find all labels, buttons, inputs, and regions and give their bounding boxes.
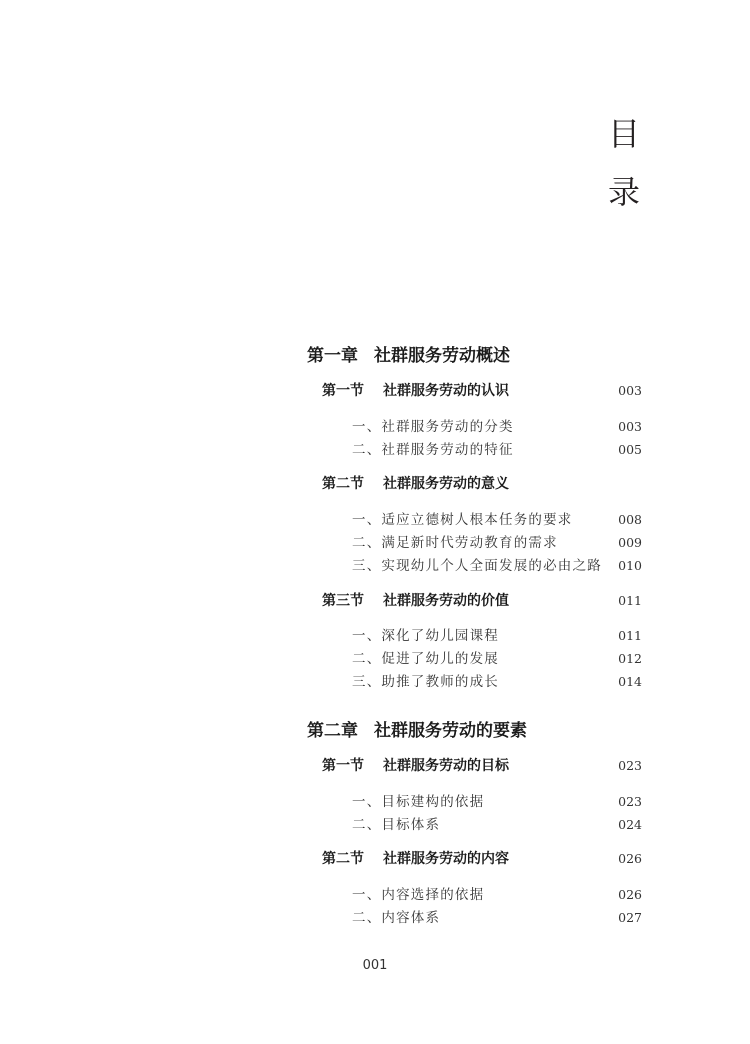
page-number: 011	[618, 628, 642, 643]
toc-item-title: 三、助推了教师的成长	[352, 674, 499, 690]
page-number: 005	[618, 442, 642, 457]
page-number: 003	[618, 419, 642, 434]
toc-item-title: 二、社群服务劳动的特征	[352, 442, 514, 458]
page-folio: 001	[362, 958, 388, 973]
section-label: 第一节	[322, 758, 364, 774]
toc-item-row[interactable]	[0, 790, 750, 814]
toc-heading-char-1: 目	[607, 115, 640, 153]
chapter-title: 社群服务劳动的要素	[374, 721, 527, 741]
toc-item-title: 一、社群服务劳动的分类	[352, 419, 514, 435]
section-row[interactable]	[0, 472, 750, 496]
toc-item-title: 一、目标建构的依据	[352, 794, 485, 810]
page-number: 024	[618, 817, 642, 832]
toc-item-title: 二、满足新时代劳动教育的需求	[352, 535, 558, 551]
chapter-label: 第一章	[307, 346, 358, 366]
section-title: 社群服务劳动的内容	[383, 851, 509, 867]
section-row[interactable]	[0, 379, 750, 403]
page-number: 027	[618, 910, 642, 925]
toc-item-row[interactable]	[0, 813, 750, 837]
toc-item-row[interactable]	[0, 624, 750, 648]
toc-item-title: 三、实现幼儿个人全面发展的必由之路	[352, 558, 602, 574]
page-number: 003	[618, 383, 642, 398]
toc-item-row[interactable]	[0, 554, 750, 578]
chapter-row[interactable]	[0, 344, 750, 368]
section-label: 第二节	[322, 851, 364, 867]
chapter-title: 社群服务劳动概述	[374, 346, 510, 366]
toc-item-row[interactable]	[0, 906, 750, 930]
toc-item-title: 二、内容体系	[352, 910, 441, 926]
page-number: 011	[618, 593, 642, 608]
section-row[interactable]	[0, 754, 750, 778]
toc-item-title: 一、适应立德树人根本任务的要求	[352, 512, 573, 528]
toc-item-title: 二、促进了幼儿的发展	[352, 651, 499, 667]
page-number: 014	[618, 674, 642, 689]
toc-item-row[interactable]	[0, 670, 750, 694]
section-label: 第一节	[322, 383, 364, 399]
page-number: 008	[618, 512, 642, 527]
toc-item-row[interactable]	[0, 508, 750, 532]
toc-item-row[interactable]	[0, 883, 750, 907]
chapter-row[interactable]	[0, 719, 750, 743]
section-title: 社群服务劳动的认识	[383, 383, 509, 399]
page-number: 023	[618, 794, 642, 809]
toc-item-row[interactable]	[0, 438, 750, 462]
chapter-label: 第二章	[307, 721, 358, 741]
section-title: 社群服务劳动的目标	[383, 758, 509, 774]
toc-item-title: 一、内容选择的依据	[352, 887, 485, 903]
page-number: 023	[618, 758, 642, 773]
toc-item-row[interactable]	[0, 531, 750, 555]
toc-item-title: 一、深化了幼儿园课程	[352, 628, 499, 644]
toc-item-title: 二、目标体系	[352, 817, 441, 833]
section-row[interactable]	[0, 847, 750, 871]
section-label: 第三节	[322, 593, 364, 609]
page-number: 009	[618, 535, 642, 550]
section-label: 第二节	[322, 476, 364, 492]
toc-item-row[interactable]	[0, 415, 750, 439]
page-number: 012	[618, 651, 642, 666]
page-number: 026	[618, 887, 642, 902]
toc-item-row[interactable]	[0, 647, 750, 671]
toc-heading-char-2: 录	[607, 173, 640, 211]
section-title: 社群服务劳动的价值	[383, 593, 509, 609]
page-number: 010	[618, 558, 642, 573]
page-number: 026	[618, 851, 642, 866]
section-row[interactable]	[0, 589, 750, 613]
section-title: 社群服务劳动的意义	[383, 476, 509, 492]
